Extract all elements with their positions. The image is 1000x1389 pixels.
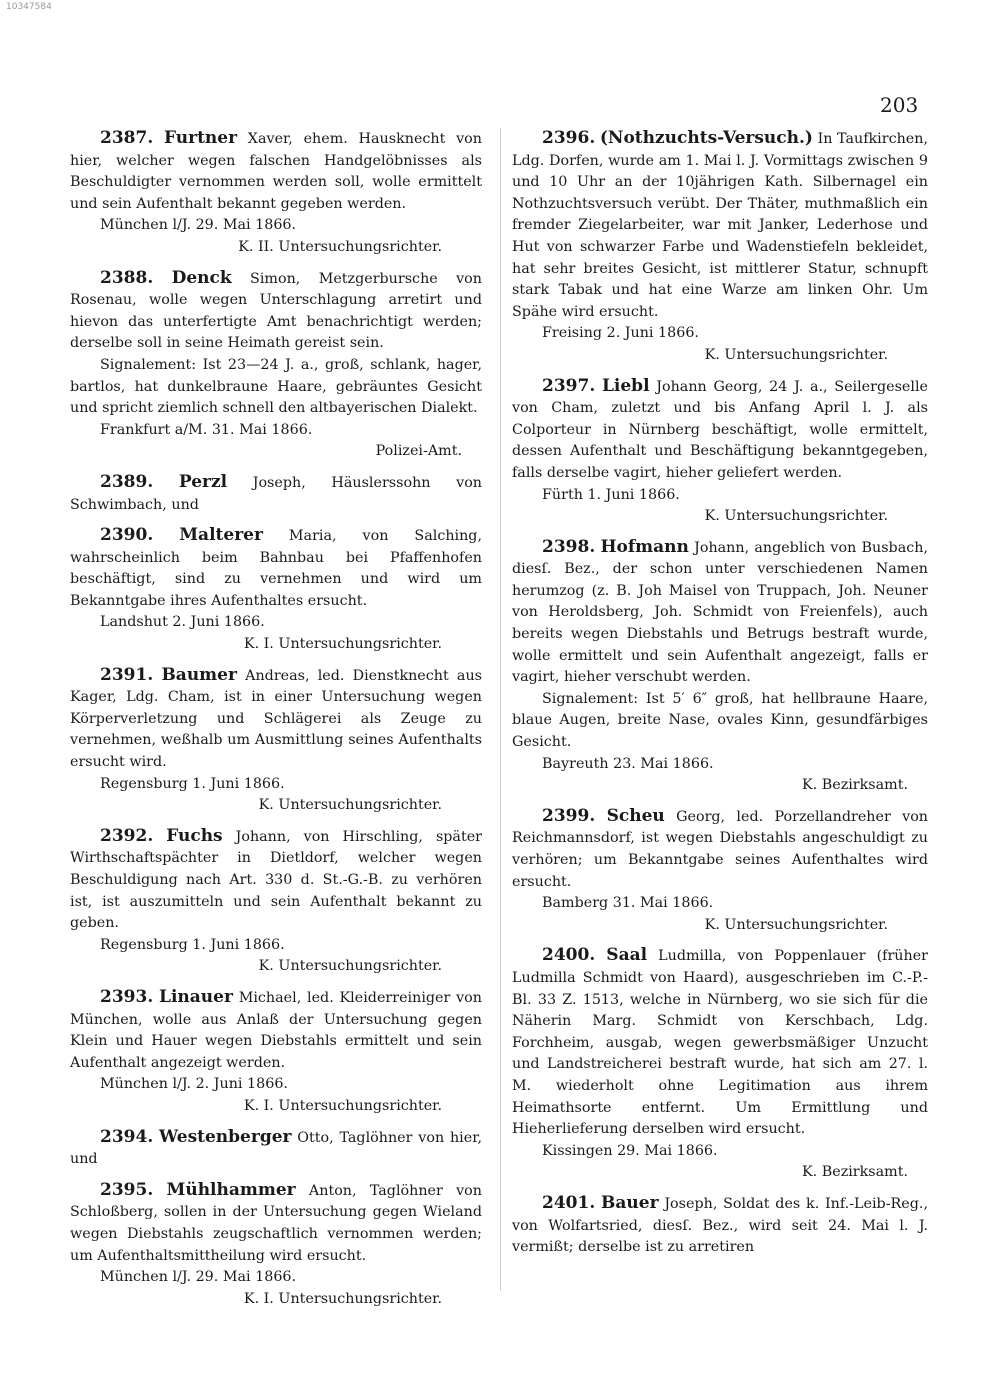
notice-entry bbox=[70, 472, 482, 516]
notice-entry bbox=[512, 806, 928, 937]
notice-text bbox=[70, 472, 482, 516]
notice-text bbox=[512, 945, 928, 1140]
notice-body: Johann Georg, 24 J. a., Seilergeselle von Cham, zuletzt und bis Anfang April l. J. als Colporteur in Nürnberg beschäftigt, wolle ermittelt, dessen Aufenthalt und Beschäftigung bekanntgegeben, falls derselbe vagirt, hieher geliefert werden. bbox=[512, 378, 928, 481]
notice-signer: K. Bezirksamt. bbox=[801, 1164, 908, 1181]
notice-number: 2390. bbox=[100, 525, 154, 546]
notice-number: 2400. bbox=[542, 945, 596, 966]
notice-number: 2401. bbox=[542, 1192, 596, 1213]
notice-place-date: Freising 2. Juni 1866. bbox=[542, 325, 699, 342]
notice-name: Fuchs bbox=[166, 825, 223, 846]
notice-entry bbox=[512, 376, 928, 528]
notice-signer: K. Bezirksamt. bbox=[801, 777, 908, 794]
notice-text bbox=[70, 987, 482, 1074]
notice-name: Mühlhammer bbox=[166, 1179, 296, 1200]
notice-number: 2393. bbox=[100, 986, 154, 1007]
notice-body: Johann, angeblich von Busbach, diesſ. Bez., der schon unter verschiedenen Namen herumzog (z. B. Joh Maisel von Truppach, Joh. Neuner von Heroldsberg, Joh. Schmidt von Freienfels), auch bereits wegen Diebstahls und Betrugs bestraft wurde, wolle ermittelt und sein Aufenthalt angezeigt, falls er vagirt, hieher verschubt werden. bbox=[512, 539, 928, 686]
notice-entry bbox=[70, 268, 482, 463]
notice-text bbox=[512, 537, 928, 689]
notice-signer: K. Untersuchungsrichter. bbox=[258, 797, 442, 814]
notice-number: 2394. bbox=[100, 1126, 154, 1147]
notice-body: In Taufkirchen, Ldg. Dorfen, wurde am 1. Mai l. J. Vormittags zwischen 9 und 10 Uhr an der 10jährigen Kath. Silbernagel ein Nothzuchtsversuch verübt. Der Thäter, muthmaßlich ein fremder Ziegelarbeiter, war mit Janker, Lederhose und Hut von schwarzer Farbe und Wadenstiefeln bekleidet, hat sehr breites Gesicht, ist mittlerer Statur, schnupft stark Tabak und hat eine Warze am linken Ohr. Um Spähe wird ersucht. bbox=[512, 131, 928, 320]
notice-name: Hofmann bbox=[600, 536, 689, 557]
notice-text bbox=[512, 376, 928, 485]
notice-text bbox=[70, 665, 482, 774]
notice-text bbox=[70, 525, 482, 612]
notice-body: Michael, led. Kleiderreiniger von München, wolle aus Anlaß der Untersuchung gegen Klein und Hauer wegen Diebstahls ermittelt und sein Aufenthalt angezeigt werden. bbox=[70, 989, 482, 1071]
notice-name: Liebl bbox=[601, 375, 650, 396]
notice-text bbox=[70, 1180, 482, 1267]
notice-text bbox=[70, 1127, 482, 1171]
notice-name: Westenberger bbox=[159, 1126, 292, 1147]
notice-name: Saal bbox=[606, 945, 648, 966]
notice-place-date: München l/J. 2. Juni 1866. bbox=[100, 1076, 288, 1093]
right-column bbox=[512, 128, 928, 1298]
notice-body: Joseph, Soldat des k. Inf.-Leib-Reg., von Wolfartsried, diesſ. Bez., wird seit 24. Mai l. J. vermißt; derselbe ist zu arretiren bbox=[512, 1195, 928, 1256]
notice-place-date: Bamberg 31. Mai 1866. bbox=[542, 895, 714, 912]
notice-entry bbox=[70, 525, 482, 656]
notice-name: (Nothzuchts-Versuch.) bbox=[599, 128, 813, 148]
notice-number: 2395. bbox=[100, 1179, 154, 1200]
notice-entry bbox=[70, 987, 482, 1118]
notice-body: Maria, von Salching, wahrscheinlich beim Bahnbau bei Pfaffenhofen beschäftigt, sind zu vernehmen und wird um Bekanntgabe ihres Aufenthaltes ersucht. bbox=[70, 528, 483, 609]
notice-place-date: Regensburg 1. Juni 1866. bbox=[100, 775, 285, 792]
notice-name: Bauer bbox=[601, 1192, 659, 1213]
notice-signer: K. Untersuchungsrichter. bbox=[258, 958, 442, 975]
page-number: 203 bbox=[880, 93, 919, 117]
notice-signalement: Signalement: Ist 23—24 J. a., groß, schlank, hager, bartlos, hat dunkelbraune Haare, gebräuntes Gesicht und spricht ziemlich schnell den altbayerischen Dialekt. bbox=[70, 356, 482, 417]
notice-entry bbox=[512, 1193, 928, 1259]
notice-place-date: München l/J. 29. Mai 1866. bbox=[100, 1269, 297, 1286]
notice-entry bbox=[512, 128, 928, 367]
left-column bbox=[70, 128, 483, 1307]
notice-text bbox=[70, 268, 482, 355]
notice-name: Baumer bbox=[161, 664, 237, 685]
notice-signer: K. II. Untersuchungsrichter. bbox=[238, 238, 442, 255]
notice-place-date: Regensburg 1. Juni 1866. bbox=[100, 936, 285, 953]
notice-signer: K. Untersuchungsrichter. bbox=[704, 916, 888, 933]
notice-entry bbox=[70, 1180, 482, 1311]
notice-number: 2392. bbox=[100, 825, 154, 846]
notice-body: Xaver, ehem. Hausknecht von hier, welcher wegen falschen Handgelöbnisses als Beschuldigter vernommen werden soll, wolle ermittelt und sein Aufenthalt bekannt gegeben werden. bbox=[70, 131, 483, 212]
notice-place-date: Fürth 1. Juni 1866. bbox=[542, 486, 680, 503]
notice-text bbox=[512, 128, 928, 323]
notice-body: Simon, Metzgerbursche von Rosenau, wolle wegen Unterschlagung arretirt und hievon das unterfertigte Amt benachrichtigt werden; derselbe soll in seine Heimath gereist sein. bbox=[70, 270, 482, 352]
notice-body: Georg, led. Porzellandreher von Reichmannsdorf, ist wegen Diebstahls angeschuldigt zu verhören; um Bekanntgabe seines Aufenthaltes wird ersucht. bbox=[512, 808, 929, 890]
notice-number: 2397. bbox=[542, 375, 596, 396]
notice-body: Anton, Taglöhner von Schloßberg, sollen in der Untersuchung gegen Wieland wegen Diebstahls zeugschaftlich vernommen werden; um Aufenthaltsmittheilung wird ersucht. bbox=[70, 1182, 482, 1264]
notice-number: 2391. bbox=[100, 664, 154, 685]
notice-entry bbox=[70, 1127, 482, 1171]
notice-signalement: Signalement: Ist 5′ 6″ groß, hat hellbraune Haare, blaue Augen, breite Nase, ovales Kinn, gesundfärbiges Gesicht. bbox=[512, 690, 928, 751]
notice-entry bbox=[70, 665, 482, 817]
notice-name: Scheu bbox=[606, 805, 665, 826]
notice-entry bbox=[512, 537, 928, 797]
notice-place-date: München l/J. 29. Mai 1866. bbox=[100, 217, 297, 234]
archive-stamp: 10347584 bbox=[6, 2, 52, 12]
notice-entry bbox=[70, 128, 482, 259]
notice-signer: K. I. Untersuchungsrichter. bbox=[243, 1097, 442, 1114]
notice-entry bbox=[70, 826, 482, 978]
notice-name: Furtner bbox=[163, 128, 238, 148]
notice-body: Otto, Taglöhner von hier, und bbox=[70, 1129, 483, 1168]
notice-entry bbox=[512, 945, 928, 1184]
notice-body: Ludmilla, von Poppenlauer (früher Ludmilla Schmidt von Haard), ausgeschrieben im C.-P.-Bl. 33 Z. 1513, welche in Nürnberg, wo sie sich für die Näherin Marg. Schmidt von Kerschbach, Ldg. Forchheim, ausgab, wegen gewerbsmäßiger Unzucht und Landstreicherei bestraft wurde, hat sich am 27. l. M. wiederholt ohne Legitimation aus ihrem Heimathsorte entfernt. Um Ermittlung und Hieherlieferung derselben wird ersucht. bbox=[512, 948, 929, 1138]
notice-signer: Polizei-Amt. bbox=[375, 443, 462, 460]
notice-signer: K. I. Untersuchungsrichter. bbox=[243, 636, 442, 653]
notice-place-date: Landshut 2. Juni 1866. bbox=[100, 614, 265, 631]
notice-signer: K. Untersuchungsrichter. bbox=[704, 508, 888, 525]
notice-signer: K. Untersuchungsrichter. bbox=[704, 346, 888, 363]
notice-name: Denck bbox=[171, 267, 232, 288]
column-divider bbox=[500, 128, 501, 1291]
notice-body: Johann, von Hirschling, später Wirthschaftspächter in Dietldorf, welcher wegen Beschuldigung nach Art. 330 d. St.-G.-B. zu verhören ist, ist auszumitteln und sein Aufenthalt bekannt zu geben. bbox=[70, 828, 482, 932]
notice-text bbox=[70, 826, 482, 935]
notice-signer: K. I. Untersuchungsrichter. bbox=[243, 1290, 442, 1307]
notice-number: 2399. bbox=[542, 805, 596, 826]
notice-number: 2398. bbox=[542, 536, 596, 557]
notice-number: 2388. bbox=[100, 267, 154, 288]
notice-place-date: Bayreuth 23. Mai 1866. bbox=[542, 755, 714, 772]
notice-place-date: Kissingen 29. Mai 1866. bbox=[542, 1142, 718, 1159]
notice-number: 2389. bbox=[100, 471, 154, 492]
notice-text bbox=[512, 1193, 928, 1259]
notice-place-date: Frankfurt a/M. 31. Mai 1866. bbox=[100, 421, 313, 438]
notice-text bbox=[70, 128, 482, 215]
notice-number: 2396. bbox=[542, 128, 596, 148]
notice-number: 2387. bbox=[100, 128, 154, 148]
notice-name: Linauer bbox=[159, 986, 233, 1007]
notice-text bbox=[512, 806, 928, 893]
notice-name: Perzl bbox=[178, 471, 228, 492]
notice-name: Malterer bbox=[179, 525, 263, 546]
notice-body: Andreas, led. Dienstknecht aus Kager, Ldg. Cham, ist in einer Untersuchung wegen Körperverletzung und Schlägerei als Zeuge zu vernehmen, weßhalb um Ausmittlung seines Aufenthalts ersucht wird. bbox=[70, 667, 482, 771]
notice-body: Joseph, Häuslerssohn von Schwimbach, und bbox=[70, 474, 483, 513]
